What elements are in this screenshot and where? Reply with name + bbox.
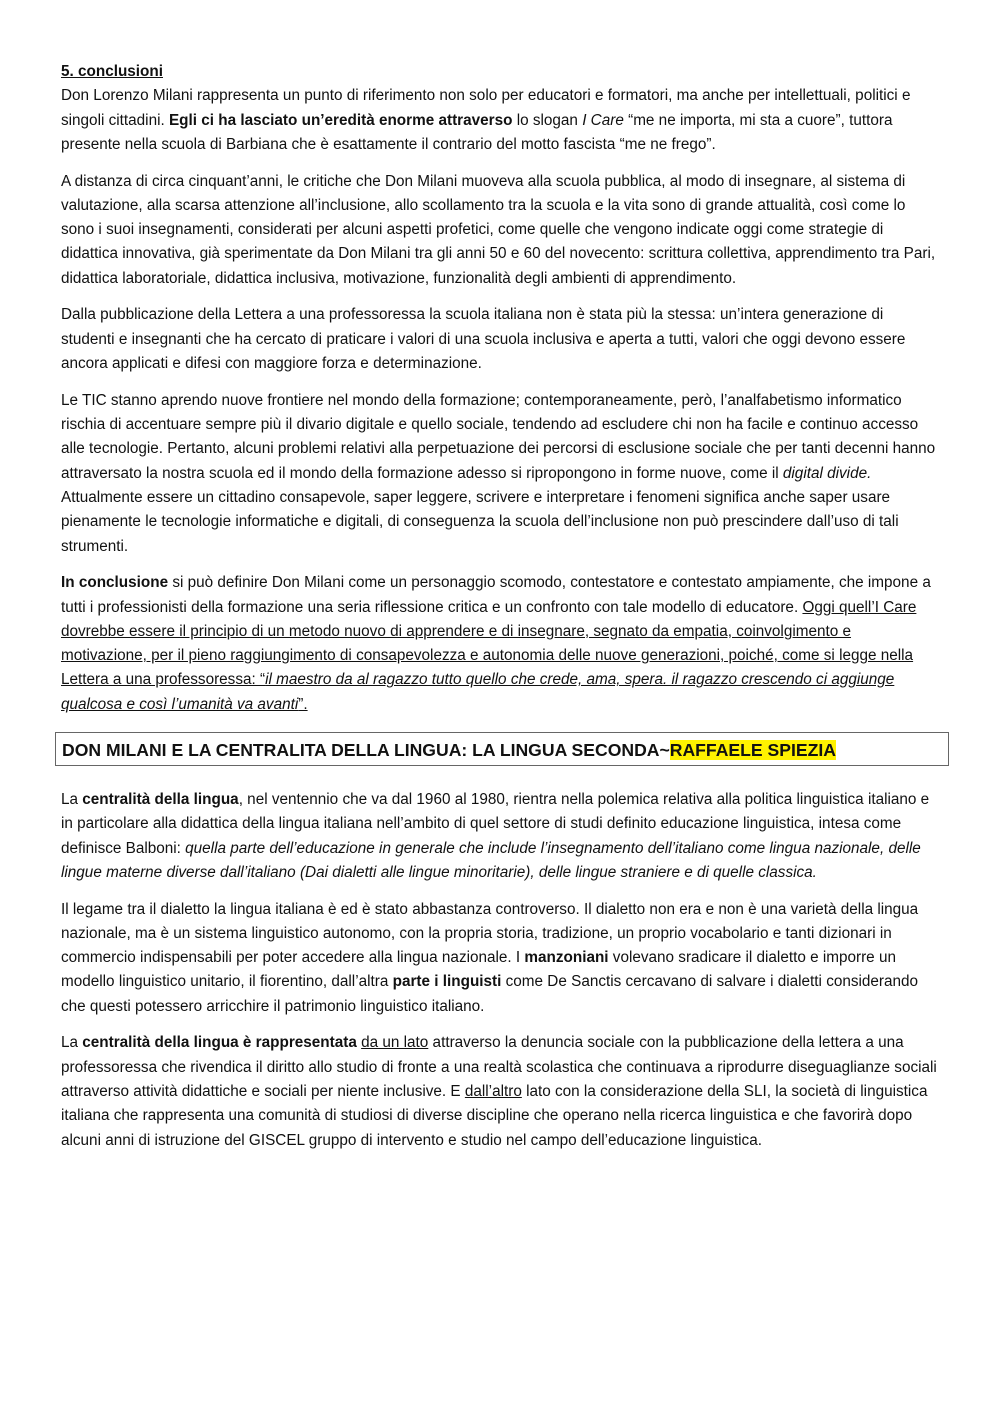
paragraph-conclusioni-2: A distanza di circa cinquant’anni, le critiche che Don Milani muoveva alla scuola pubblica, al modo di insegnare, al sistema di valutazione, alla scarsa attenzione all’inclusione, allo scollamento tra la scuola e la vita sono di grande attualità, così come lo sono i suoi insegnamenti, considerati per alcuni aspetti profetici, come quelle che vengono indicate oggi come strategie di didattica innovativa, già sperimentate da Don Milani tra gli anni 50 e 60 del novecento: scrittura collettiva, apprendimento tra Pari, didattica laboratoriale, didattica inclusiva, motivazione, funzionalità degli ambienti di apprendimento. <box>61 172 936 287</box>
document-page <box>61 60 941 1165</box>
bold-text: parte i linguisti <box>392 973 502 991</box>
text-run: La <box>61 1034 83 1052</box>
bold-text: In conclusione <box>61 574 169 592</box>
italic-quote: il maestro da al ragazzo tutto quello che crede, ama, spera. il ragazzo crescendo ci aggiunge qualcosa e così l’umanità va avanti <box>61 671 895 713</box>
paragraph-conclusioni-4 <box>61 389 941 559</box>
text-run: Il legame tra il dialetto la lingua italiana è ed è stato abbastanza controverso. Il dialetto non era e non è una varietà della lingua nazionale, ma è un sistema linguistico autonomo, con la propria storia, tradizione, un proprio vocabolario e tanti dizionari in commercio indispensabili per poter accedere alla lingua nazionale. I <box>61 900 919 967</box>
bold-text: centralità della lingua <box>82 790 239 808</box>
text-run: attraverso la denuncia sociale con la pubblicazione della lettera a una professoressa che rivendica il diritto allo studio di fronte a una realtà scolastica che continuava a riprodurre diseguaglianze sociali attraverso attività didattiche e sociali per niente inclusive. E <box>61 1034 937 1101</box>
paragraph-lingua-2 <box>61 898 941 1019</box>
text-run: La <box>61 790 83 808</box>
underlined-text: dall’altro <box>464 1083 522 1101</box>
bold-text: Egli ci ha lasciato un’eredità enorme attraverso <box>168 111 513 129</box>
italic-text: quella parte dell’educazione in generale che include l’insegnamento dell’italiano come lingua nazionale, delle lingue materne diverse dall’italiano (Dai dialetti alle lingue minoritarie), delle lingue straniere e di quelle classica. <box>61 839 921 881</box>
text-run: “me ne importa, mi sta a cuore”, tuttora presente nella scuola di Barbiana che è esattamente il contrario del motto fascista “me ne frego”. <box>61 111 893 153</box>
paragraph-conclusioni-5 <box>61 571 941 717</box>
text-run: come De Sanctis cercavano di salvare i dialetti considerando che questi potessero arricchire il patrimonio linguistico italiano. <box>61 973 919 1015</box>
italic-text: digital divide. <box>782 464 872 482</box>
author-highlight: RAFFAELE SPIEZIA <box>669 739 836 760</box>
text-run: lo slogan <box>512 111 583 129</box>
paragraph-conclusioni-1 <box>61 84 941 157</box>
paragraph-conclusioni-3: Dalla pubblicazione della Lettera a una professoressa la scuola italiana non è stata più la stessa: un’intera generazione di studenti e insegnanti che ha cercato di praticare i valori di una scuola inclusiva e aperta a tutti, valori che oggi devono essere ancora applicati e difesi con maggiore forza e determinazione. <box>61 306 906 373</box>
paragraph-lingua-3 <box>61 1031 941 1152</box>
italic-text: I Care <box>582 111 624 129</box>
section-title-box <box>55 732 949 766</box>
text-run: lato con la considerazione della SLI, la società di linguistica italiana che rappresenta una comunità di studiosi di diverse discipline che operano nella ricerca linguistica e che favorirà dopo alcuni anni di istruzione del GISCEL gruppo di intervento e studio nel campo dell’educazione linguistica. <box>61 1083 928 1149</box>
underlined-text: ”. <box>298 695 308 713</box>
bold-text: centralità della lingua è rappresentata <box>82 1034 357 1052</box>
section-title: DON MILANI E LA CENTRALITA DELLA LINGUA: LA LINGUA SECONDA~ <box>62 739 670 760</box>
section-heading-conclusioni: 5. conclusioni <box>61 63 163 80</box>
underlined-text: Oggi quell’I Care dovrebbe essere il principio di un metodo nuovo di apprendere e di insegnare, segnato da empatia, coinvolgimento e motivazione, per il pieno raggiungimento di consapevolezza e autonomia delle nuove generazioni, poiché, come si legge nella Lettera a una professoressa: “ <box>61 598 917 689</box>
text-run: si può definire Don Milani come un personaggio scomodo, contestatore e contestato ampiamente, che impone a tutti i professionisti della formazione una seria riflessione critica e un confronto con tale modello di educatore. <box>61 574 931 616</box>
underlined-text: da un lato <box>361 1034 429 1052</box>
bold-text: manzoniani <box>524 949 609 967</box>
text-run: volevano sradicare il dialetto e imporre un modello linguistico unitario, il fiorentino, dall’altra <box>61 949 896 991</box>
paragraph-lingua-1 <box>61 788 941 885</box>
text-run: , nel ventennio che va dal 1960 al 1980, rientra nella polemica relativa alla politica linguistica italiano e in particolare alla didattica della lingua italiana nell’ambito di quel settore di studi definito educazione linguistica, intesa come definisce Balboni: <box>61 790 930 857</box>
text-run: Attualmente essere un cittadino consapevole, saper leggere, scrivere e interpretare i fenomeni significa anche saper usare pienamente le tecnologie informatiche e digitali, di conseguenza la scuola dell’inclusione non può prescindere dall’uso di tali strumenti. <box>61 488 899 555</box>
text-run: Le TIC stanno aprendo nuove frontiere nel mondo della formazione; contemporaneamente, però, l’analfabetismo informatico rischia di accentuare sempre più il divario digitale e quello sociale, tendendo ad escludere chi non ha facile e continuo accesso alle tecnologie. Pertanto, alcuni problemi relativi alla perpetuazione dei percorsi di esclusione sociale che per tanti decenni hanno attraversato la nostra scuola ed il mondo della formazione adesso si ripropongono in forme nuove, come il <box>61 391 936 482</box>
text-run: Don Lorenzo Milani rappresenta un punto di riferimento non solo per educatori e formatori, ma anche per intellettuali, politici e singoli cittadini. <box>61 87 911 129</box>
